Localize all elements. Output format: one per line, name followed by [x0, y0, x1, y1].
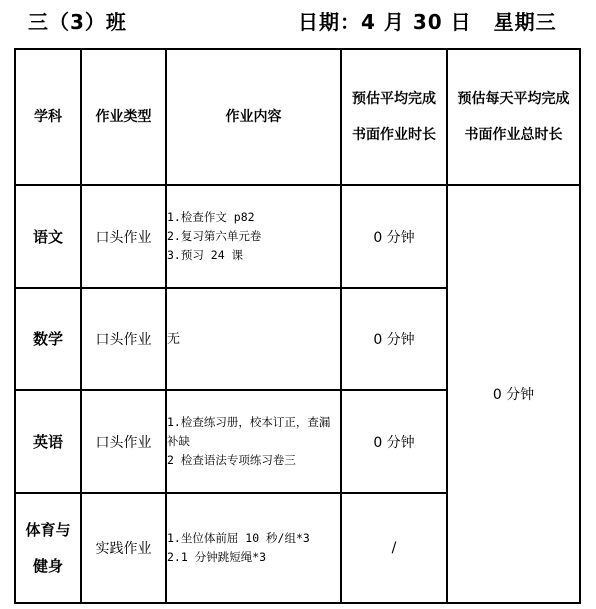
avg-time-cell: 0 分钟	[341, 390, 447, 493]
header-total-time: 预估每天平均完成书面作业总时长	[447, 49, 580, 185]
content-line: 1.坐位体前屈 10 秒/组*3	[167, 531, 310, 545]
content-cell	[166, 390, 341, 493]
subject-cell: 英语	[15, 390, 81, 493]
content-line: 3.预习 24 课	[167, 248, 244, 262]
avg-time-cell: /	[341, 493, 447, 603]
type-cell: 口头作业	[81, 185, 166, 288]
weekday-text: 星期三	[493, 10, 557, 34]
page-header	[0, 0, 596, 42]
header-avg-time: 预估平均完成书面作业时长	[341, 49, 447, 185]
date-line	[298, 6, 557, 35]
type-cell: 口头作业	[81, 288, 166, 390]
content-cell	[166, 493, 341, 603]
subject-cell: 体育与健身	[15, 493, 81, 603]
content-line: 2 检查语法专项练习卷三	[167, 453, 296, 467]
content-cell	[166, 185, 341, 288]
total-time-cell: 0 分钟	[447, 185, 580, 603]
content-line: 1.检查作文 p82	[167, 210, 255, 224]
class-title: 三（3）班	[28, 10, 127, 34]
avg-time-cell: 0 分钟	[341, 185, 447, 288]
date-text: 日期：4 月 30 日	[298, 10, 472, 34]
content-line: 2.1 分钟跳短绳*3	[167, 550, 267, 564]
subject-cell: 语文	[15, 185, 81, 288]
header-subject: 学科	[15, 49, 81, 185]
subject-cell: 数学	[15, 288, 81, 390]
content-line: 2.复习第六单元卷	[167, 229, 262, 243]
content-line: 无	[167, 331, 181, 347]
type-cell: 口头作业	[81, 390, 166, 493]
avg-time-cell: 0 分钟	[341, 288, 447, 390]
homework-table	[14, 48, 581, 604]
type-cell: 实践作业	[81, 493, 166, 603]
content-cell	[166, 288, 341, 390]
content-line: 1.检查练习册，校本订正，查漏补缺	[167, 415, 331, 448]
header-type: 作业类型	[81, 49, 166, 185]
header-content: 作业内容	[166, 49, 341, 185]
table-row	[15, 185, 580, 288]
table-header-row	[15, 49, 580, 185]
